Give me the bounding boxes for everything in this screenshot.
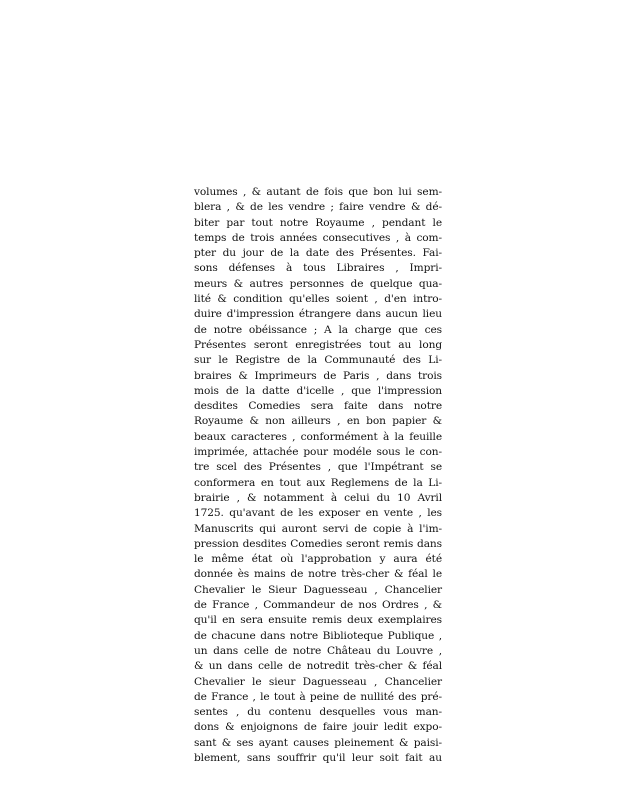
text-line-24: pression desdites Comedies seront remis dans: [194, 537, 442, 550]
text-line-6: sons défenses à tous Libraires , Impri-: [194, 262, 442, 275]
text-line-17: beaux caracteres , conformément à la feuille: [194, 430, 442, 443]
text-line-22: 1725. qu'avant de les exposer en vente , les: [194, 507, 442, 520]
text-line-30: de chacune dans notre Biblioteque Publique ,: [194, 629, 442, 642]
text-line-18: imprimée, attachée pour modéle sous le con-: [194, 446, 442, 459]
text-line-13: braires & Imprimeurs de Paris , dans trois: [194, 369, 442, 382]
text-line-25: le même état où l'approbation y aura été: [194, 553, 442, 566]
text-line-34: de France , le tout à peine de nullité des pré-: [194, 690, 442, 703]
text-line-31: un dans celle de notre Château du Louvre ,: [194, 644, 442, 657]
text-line-27: Chevalier le Sieur Daguesseau , Chancelier: [194, 583, 442, 596]
text-line-33: Chevalier le sieur Daguesseau , Chancelier: [194, 675, 442, 688]
text-line-12: sur le Registre de la Communauté des Li-: [194, 354, 442, 367]
text-line-21: brairie , & notamment à celui du 10 Avril: [194, 491, 442, 504]
text-line-4: temps de trois années consecutives , à com-: [194, 231, 442, 244]
text-line-36: dons & enjoignons de faire jouir ledit expo-: [194, 721, 442, 734]
text-line-28: de France , Commandeur de nos Ordres , &: [194, 599, 442, 612]
text-line-20: conformera en tout aux Reglemens de la Li-: [194, 476, 442, 489]
text-line-2: blera , & de les vendre ; faire vendre & dé-: [194, 201, 442, 214]
text-line-10: de notre obéissance ; A la charge que ces: [194, 323, 442, 336]
text-line-15: desdites Comedies sera faite dans notre: [194, 400, 442, 413]
text-line-23: Manuscrits qui auront servi de copie à l'im-: [194, 522, 442, 535]
text-line-29: qu'il en sera ensuite remis deux exemplaires: [194, 614, 442, 627]
text-line-11: Présentes seront enregistrées tout au long: [194, 338, 442, 351]
text-line-19: tre scel des Présentes , que l'Impétrant se: [194, 461, 442, 474]
text-line-8: lité & condition qu'elles soient , d'en intro-: [194, 293, 442, 306]
text-line-35: sentes , du contenu desquelles vous man-: [194, 706, 442, 719]
text-line-5: pter du jour de la date des Présentes. Fai-: [194, 247, 442, 260]
text-line-7: meurs & autres personnes de quelque qua-: [194, 277, 442, 290]
text-line-9: duire d'impression étrangere dans aucun lieu: [194, 308, 442, 321]
text-line-3: biter par tout notre Royaume , pendant le: [194, 216, 442, 229]
text-line-14: mois de la datte d'icelle , que l'impression: [194, 384, 442, 397]
text-line-26: donnée ès mains de notre très-cher & féal le: [194, 568, 442, 581]
text-line-1: volumes , & autant de fois que bon lui sem-: [194, 186, 442, 198]
text-line-37: sant & ses ayant causes pleinement & paisi-: [194, 736, 442, 749]
text-line-38: blement, sans souffrir qu'il leur soit fait au: [194, 751, 442, 764]
body-text: [194, 185, 442, 766]
text-line-16: Royaume & non ailleurs , en bon papier &: [194, 415, 442, 428]
text-line-32: & un dans celle de notredit très-cher & féal: [194, 660, 442, 673]
